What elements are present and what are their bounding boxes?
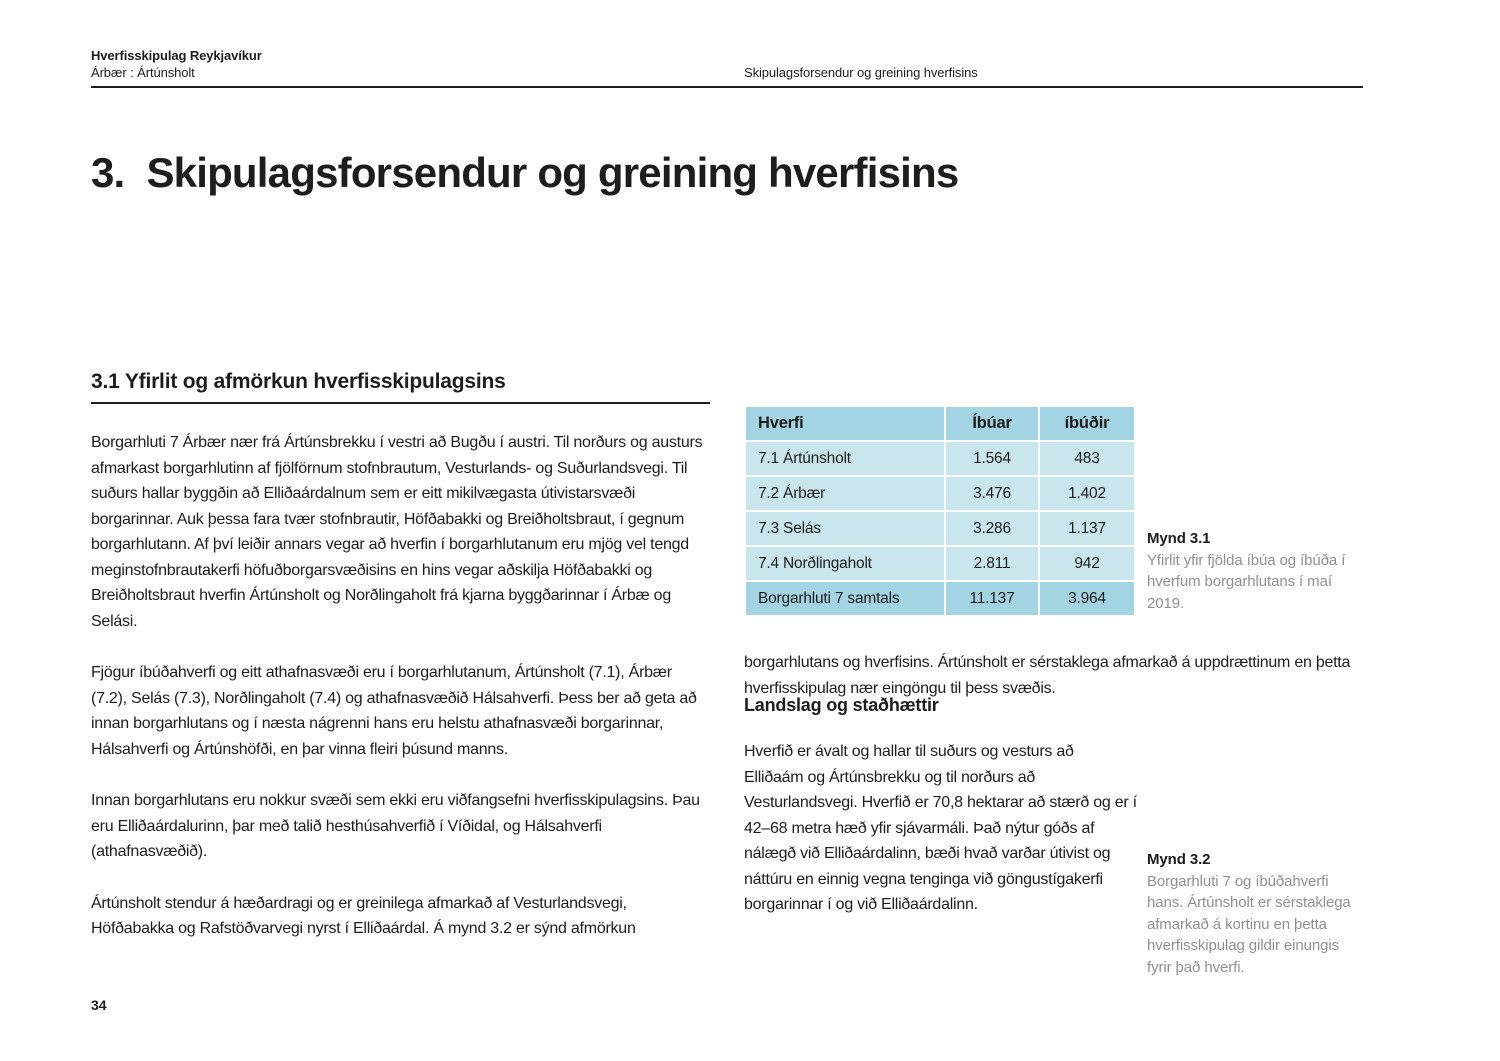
table-header-hverfi: Hverfi: [745, 406, 945, 441]
figure-caption-text: Borgarhluti 7 og íbúðahverfi hans. Ártúnsholt er sérstaklega afmarkað á kortinu en þetta hverfisskipulag gildir einungis fyrir það hverfi.: [1147, 872, 1351, 976]
table-cell: Borgarhluti 7 samtals: [745, 581, 945, 616]
table-cell: 11.137: [945, 581, 1039, 616]
figure-caption-3-1: [1147, 528, 1365, 614]
subsection-heading: Landslag og staðhættir: [744, 695, 939, 715]
table-cell: 3.476: [945, 476, 1039, 511]
header-brand-title: Hverfisskipulag Reykjavíkur: [91, 48, 262, 63]
table-cell: 483: [1039, 441, 1135, 476]
table-row: [745, 441, 1135, 476]
table-header-row: [745, 406, 1135, 441]
body-paragraph: Borgarhluti 7 Árbær nær frá Ártúnsbrekku í vestri að Bugðu í austri. Til norðurs og austurs afmarkast borgarhlutinn af fjölförnum stofnbrautum, Vesturlands- og Suðurlandsvegi. Til suðurs hallar byggðin að Elliðaárdalnum sem er eitt mikilvægasta útivistarsvæði borgarinnar. Auk þessa fara tvær stofnbrautir, Höfðabakki og Breiðholtsbraut, í gegnum borgarhlutann. Af því leiðir annars vegar að hverfin í borgarhlutanum eru mjög vel tengd meginstofnbrautakerfi höfuðborgarsvæðisins en hins vegar aðskilja Höfðabakki og Breiðholtsbraut hverfin Ártúnsholt og Norðlingaholt frá kjarna byggðarinnar í Árbæ og Selási.: [91, 434, 703, 630]
figure-caption-label: Mynd 3.2: [1147, 851, 1211, 868]
table-row: [745, 511, 1135, 546]
figure-caption-text: Yfirlit yfir fjölda íbúa og íbúða í hverfum borgarhlutans í maí 2019.: [1147, 551, 1346, 612]
table-cell: 1.137: [1039, 511, 1135, 546]
table-cell: 942: [1039, 546, 1135, 581]
chapter-title: [91, 150, 958, 196]
table-cell: 7.4 Norðlingaholt: [745, 546, 945, 581]
population-table-wrap: [744, 405, 1136, 617]
table-cell: 1.564: [945, 441, 1039, 476]
table-row: [745, 476, 1135, 511]
table-row: [745, 546, 1135, 581]
table-cell: 7.3 Selás: [745, 511, 945, 546]
chapter-number: 3.: [91, 149, 125, 196]
table-header-ibudir: íbúðir: [1039, 406, 1135, 441]
table-total-row: [745, 581, 1135, 616]
body-paragraph: Ártúnsholt stendur á hæðardragi og er greinilega afmarkað af Vesturlandsvegi, Höfðabakka og Rafstöðvarvegi nyrst í Elliðaárdal. Á mynd 3.2 er sýnd afmörkun: [91, 894, 636, 937]
chapter-title-text: Skipulagsforsendur og greining hverfisins: [146, 149, 959, 196]
table-cell: 2.811: [945, 546, 1039, 581]
left-column: [91, 370, 710, 968]
header-rule: [91, 86, 1363, 88]
table-cell: 1.402: [1039, 476, 1135, 511]
section-heading: 3.1 Yfirlit og afmörkun hverfisskipulagsins: [91, 370, 506, 393]
population-table: [744, 405, 1136, 617]
table-header-ibuar: Íbúar: [945, 406, 1039, 441]
page-number: 34: [91, 997, 107, 1013]
header-section-label: Skipulagsforsendur og greining hverfisins: [744, 65, 978, 80]
right-column-paragraph-text: Hverfið er ávalt og hallar til suðurs og vesturs að Elliðaám og Ártúnsbrekku og til norðurs að Vesturlandsvegi. Hverfið er 70,8 hektarar að stærð og er í 42–68 metra hæð yfir sjávarmáli. Það nýtur góðs af nálægð við Elliðaárdalinn, bæði hvað varðar útivist og náttúru en einnig vegna tenginga við göngustígakerfi borgarinnar í og við Elliðaárdalinn.: [744, 743, 1137, 913]
table-cell: 3.964: [1039, 581, 1135, 616]
figure-caption-3-2: [1147, 849, 1365, 978]
header-brand-subtitle: Árbær : Ártúnsholt: [91, 65, 195, 80]
right-column-paragraph: borgarhlutans og hverfisins. Ártúnsholt er sérstaklega afmarkað á uppdrættinum en þetta hverfisskipulag nær eingöngu til þess svæðis.: [744, 654, 1351, 697]
table-cell: 7.1 Ártúnsholt: [745, 441, 945, 476]
table-cell: 7.2 Árbær: [745, 476, 945, 511]
table-cell: 3.286: [945, 511, 1039, 546]
figure-caption-label: Mynd 3.1: [1147, 530, 1211, 547]
header-brand: [91, 47, 262, 81]
section-rule: [91, 402, 710, 404]
body-paragraph: Fjögur íbúðahverfi og eitt athafnasvæði eru í borgarhlutanum, Ártúnsholt (7.1), Árbær (7.2), Selás (7.3), Norðlingaholt (7.4) og athafnasvæðið Hálsahverfi. Þess ber að geta að innan borgarhlutans og í næsta nágrenni hans eru helstu athafnasvæði borgarinnar, Hálsahverfi og Ártúnshöfði, en þar vinna fleiri þúsund manns.: [91, 664, 697, 758]
body-paragraph: Innan borgarhlutans eru nokkur svæði sem ekki eru viðfangsefni hverfisskipulagsins. Þau eru Elliðaárdalurinn, þar með talið hesthúsahverfið í Víðidal, og Hálsahverfi (athafnasvæðið).: [91, 792, 700, 860]
